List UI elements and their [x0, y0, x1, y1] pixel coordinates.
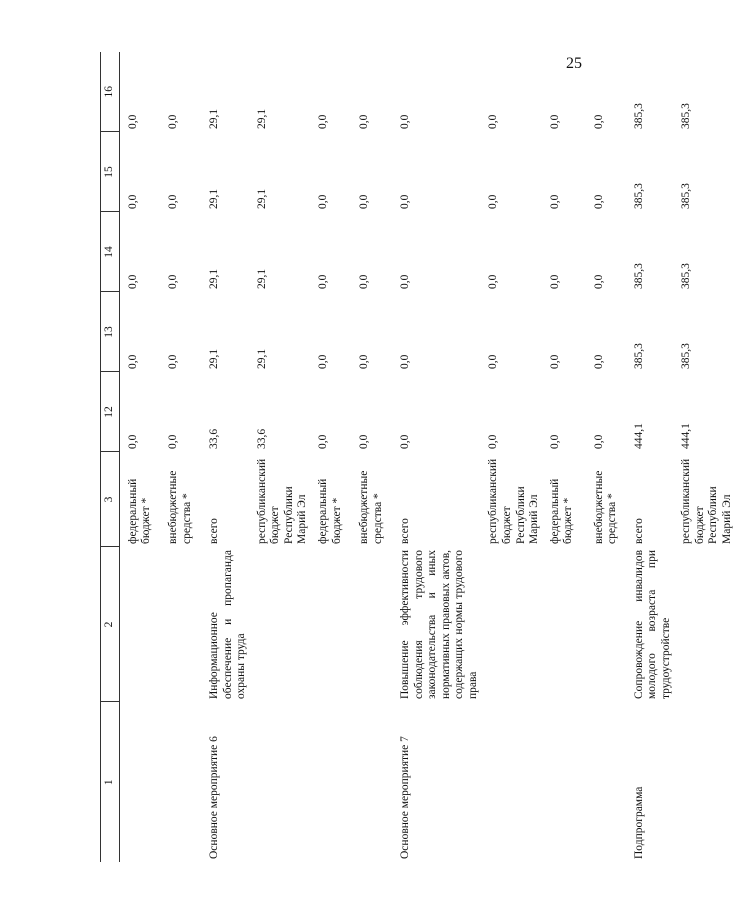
table-row	[160, 52, 201, 862]
item-description-cell: Информационное обеспечение и пропаганда охраны труда	[208, 550, 248, 699]
value-cell: 0,0	[358, 274, 370, 289]
value-cell: 29,1	[255, 108, 268, 129]
value-cell: 0,0	[487, 194, 500, 209]
value-cell: 29,1	[255, 188, 268, 209]
item-label-cell	[119, 702, 160, 862]
value-cell: 0,0	[399, 434, 411, 449]
funding-source-cell: федеральный бюджет *	[317, 478, 343, 544]
header-cell: 13	[101, 292, 120, 372]
value-cell: 0,0	[126, 114, 139, 129]
table-row	[542, 52, 586, 862]
funding-source-cell: всего	[632, 518, 645, 544]
value-cell: 0,0	[548, 194, 561, 209]
item-label-cell	[480, 702, 541, 862]
header-cell: 3	[101, 452, 120, 547]
header-cell: 1	[101, 702, 120, 862]
item-description-cell	[249, 547, 310, 702]
item-description-cell	[351, 547, 392, 702]
item-description-cell: Повышение эффективности соблюдения трудового законодательства и иных нормативных правовых актов, содержащих нормы трудового права	[399, 550, 479, 699]
value-cell: 0,0	[167, 114, 180, 129]
page-number: 25	[566, 55, 582, 72]
item-label-cell	[249, 702, 310, 862]
value-cell: 385,3	[632, 183, 645, 209]
value-cell: 0,0	[548, 354, 561, 369]
value-cell: 0,0	[317, 434, 329, 449]
funding-source-cell: внебюджетные средства *	[358, 470, 384, 544]
item-description-cell	[160, 547, 201, 702]
value-cell: 385,3	[680, 343, 693, 369]
header-cell: 12	[101, 372, 120, 452]
item-label-cell	[586, 702, 626, 862]
item-label-cell	[542, 702, 586, 862]
table-row	[626, 52, 674, 862]
value-cell: 0,0	[126, 434, 139, 449]
table-row	[119, 52, 160, 862]
funding-source-cell: республиканский бюджет Республики Марий Эл	[680, 458, 733, 544]
value-cell: 33,6	[255, 428, 268, 449]
table-row	[392, 52, 480, 862]
value-cell: 0,0	[126, 274, 139, 289]
value-cell: 385,3	[680, 103, 693, 129]
value-cell: 33,6	[208, 428, 221, 449]
value-cell: 385,3	[632, 103, 645, 129]
value-cell: 0,0	[399, 194, 411, 209]
item-label-cell	[673, 702, 734, 862]
header-cell: 2	[101, 547, 120, 702]
value-cell: 444,1	[680, 423, 693, 449]
item-description-cell	[542, 547, 586, 702]
value-cell: 0,0	[167, 354, 180, 369]
funding-source-cell: федеральный бюджет *	[126, 478, 153, 544]
item-description-cell	[586, 547, 626, 702]
funding-source-cell: всего	[208, 518, 221, 544]
budget-table	[100, 52, 735, 862]
value-cell: 0,0	[592, 114, 605, 129]
value-cell: 0,0	[487, 274, 500, 289]
value-cell: 0,0	[399, 114, 411, 129]
value-cell: 0,0	[167, 194, 180, 209]
item-label-cell	[351, 702, 392, 862]
value-cell: 385,3	[632, 343, 645, 369]
value-cell: 29,1	[208, 188, 221, 209]
value-cell: 29,1	[208, 108, 221, 129]
table-row	[673, 52, 734, 862]
value-cell: 385,3	[680, 183, 693, 209]
item-label-cell	[310, 702, 351, 862]
funding-source-cell: внебюджетные средства *	[167, 470, 193, 544]
funding-source-cell: республиканский бюджет Республики Марий Эл	[487, 458, 541, 544]
table-row	[586, 52, 626, 862]
value-cell: 29,1	[255, 348, 268, 369]
value-cell: 0,0	[548, 434, 561, 449]
value-cell: 29,1	[208, 268, 221, 289]
value-cell: 0,0	[548, 274, 561, 289]
table-row	[201, 52, 249, 862]
funding-source-cell: федеральный бюджет *	[548, 478, 575, 544]
item-description-cell	[310, 547, 351, 702]
value-cell: 0,0	[317, 194, 329, 209]
header-cell: 16	[101, 52, 120, 132]
value-cell: 0,0	[358, 354, 370, 369]
value-cell: 0,0	[487, 434, 500, 449]
item-label-cell	[160, 702, 201, 862]
header-cell: 15	[101, 132, 120, 212]
value-cell: 0,0	[317, 354, 329, 369]
value-cell: 385,3	[632, 263, 645, 289]
value-cell: 0,0	[592, 274, 605, 289]
item-description-cell	[119, 547, 160, 702]
table-row	[480, 52, 541, 862]
item-description-cell	[480, 547, 541, 702]
funding-source-cell: республиканский бюджет Республики Марий Эл	[255, 458, 309, 544]
header-cell: 14	[101, 212, 120, 292]
value-cell: 0,0	[167, 434, 180, 449]
funding-source-cell: всего	[399, 518, 411, 544]
item-label-cell: Подпрограмма	[632, 786, 645, 859]
value-cell: 0,0	[548, 114, 561, 129]
value-cell: 0,0	[487, 114, 500, 129]
value-cell: 444,1	[632, 423, 645, 449]
funding-source-cell: внебюджетные средства *	[592, 470, 619, 544]
value-cell: 0,0	[317, 274, 329, 289]
value-cell: 0,0	[126, 194, 139, 209]
item-description-cell	[673, 547, 734, 702]
value-cell: 0,0	[399, 354, 411, 369]
item-label-cell: Основное мероприятие 7	[399, 736, 411, 859]
table-header-row	[101, 52, 120, 862]
rotated-page-content	[100, 52, 733, 862]
value-cell: 0,0	[592, 354, 605, 369]
value-cell: 0,0	[592, 434, 605, 449]
value-cell: 0,0	[358, 434, 370, 449]
value-cell: 0,0	[399, 274, 411, 289]
table-row	[351, 52, 392, 862]
value-cell: 29,1	[208, 348, 221, 369]
table-row	[310, 52, 351, 862]
value-cell: 0,0	[358, 114, 370, 129]
value-cell: 0,0	[592, 194, 605, 209]
value-cell: 0,0	[358, 194, 370, 209]
value-cell: 385,3	[680, 263, 693, 289]
value-cell: 0,0	[487, 354, 500, 369]
value-cell: 0,0	[317, 114, 329, 129]
value-cell: 29,1	[255, 268, 268, 289]
item-label-cell: Основное мероприятие 6	[208, 736, 221, 859]
value-cell: 0,0	[167, 274, 180, 289]
table-row	[249, 52, 310, 862]
value-cell: 0,0	[126, 354, 139, 369]
item-description-cell: Сопровождение инвалидов молодого возраста при трудоустройстве	[632, 550, 672, 699]
